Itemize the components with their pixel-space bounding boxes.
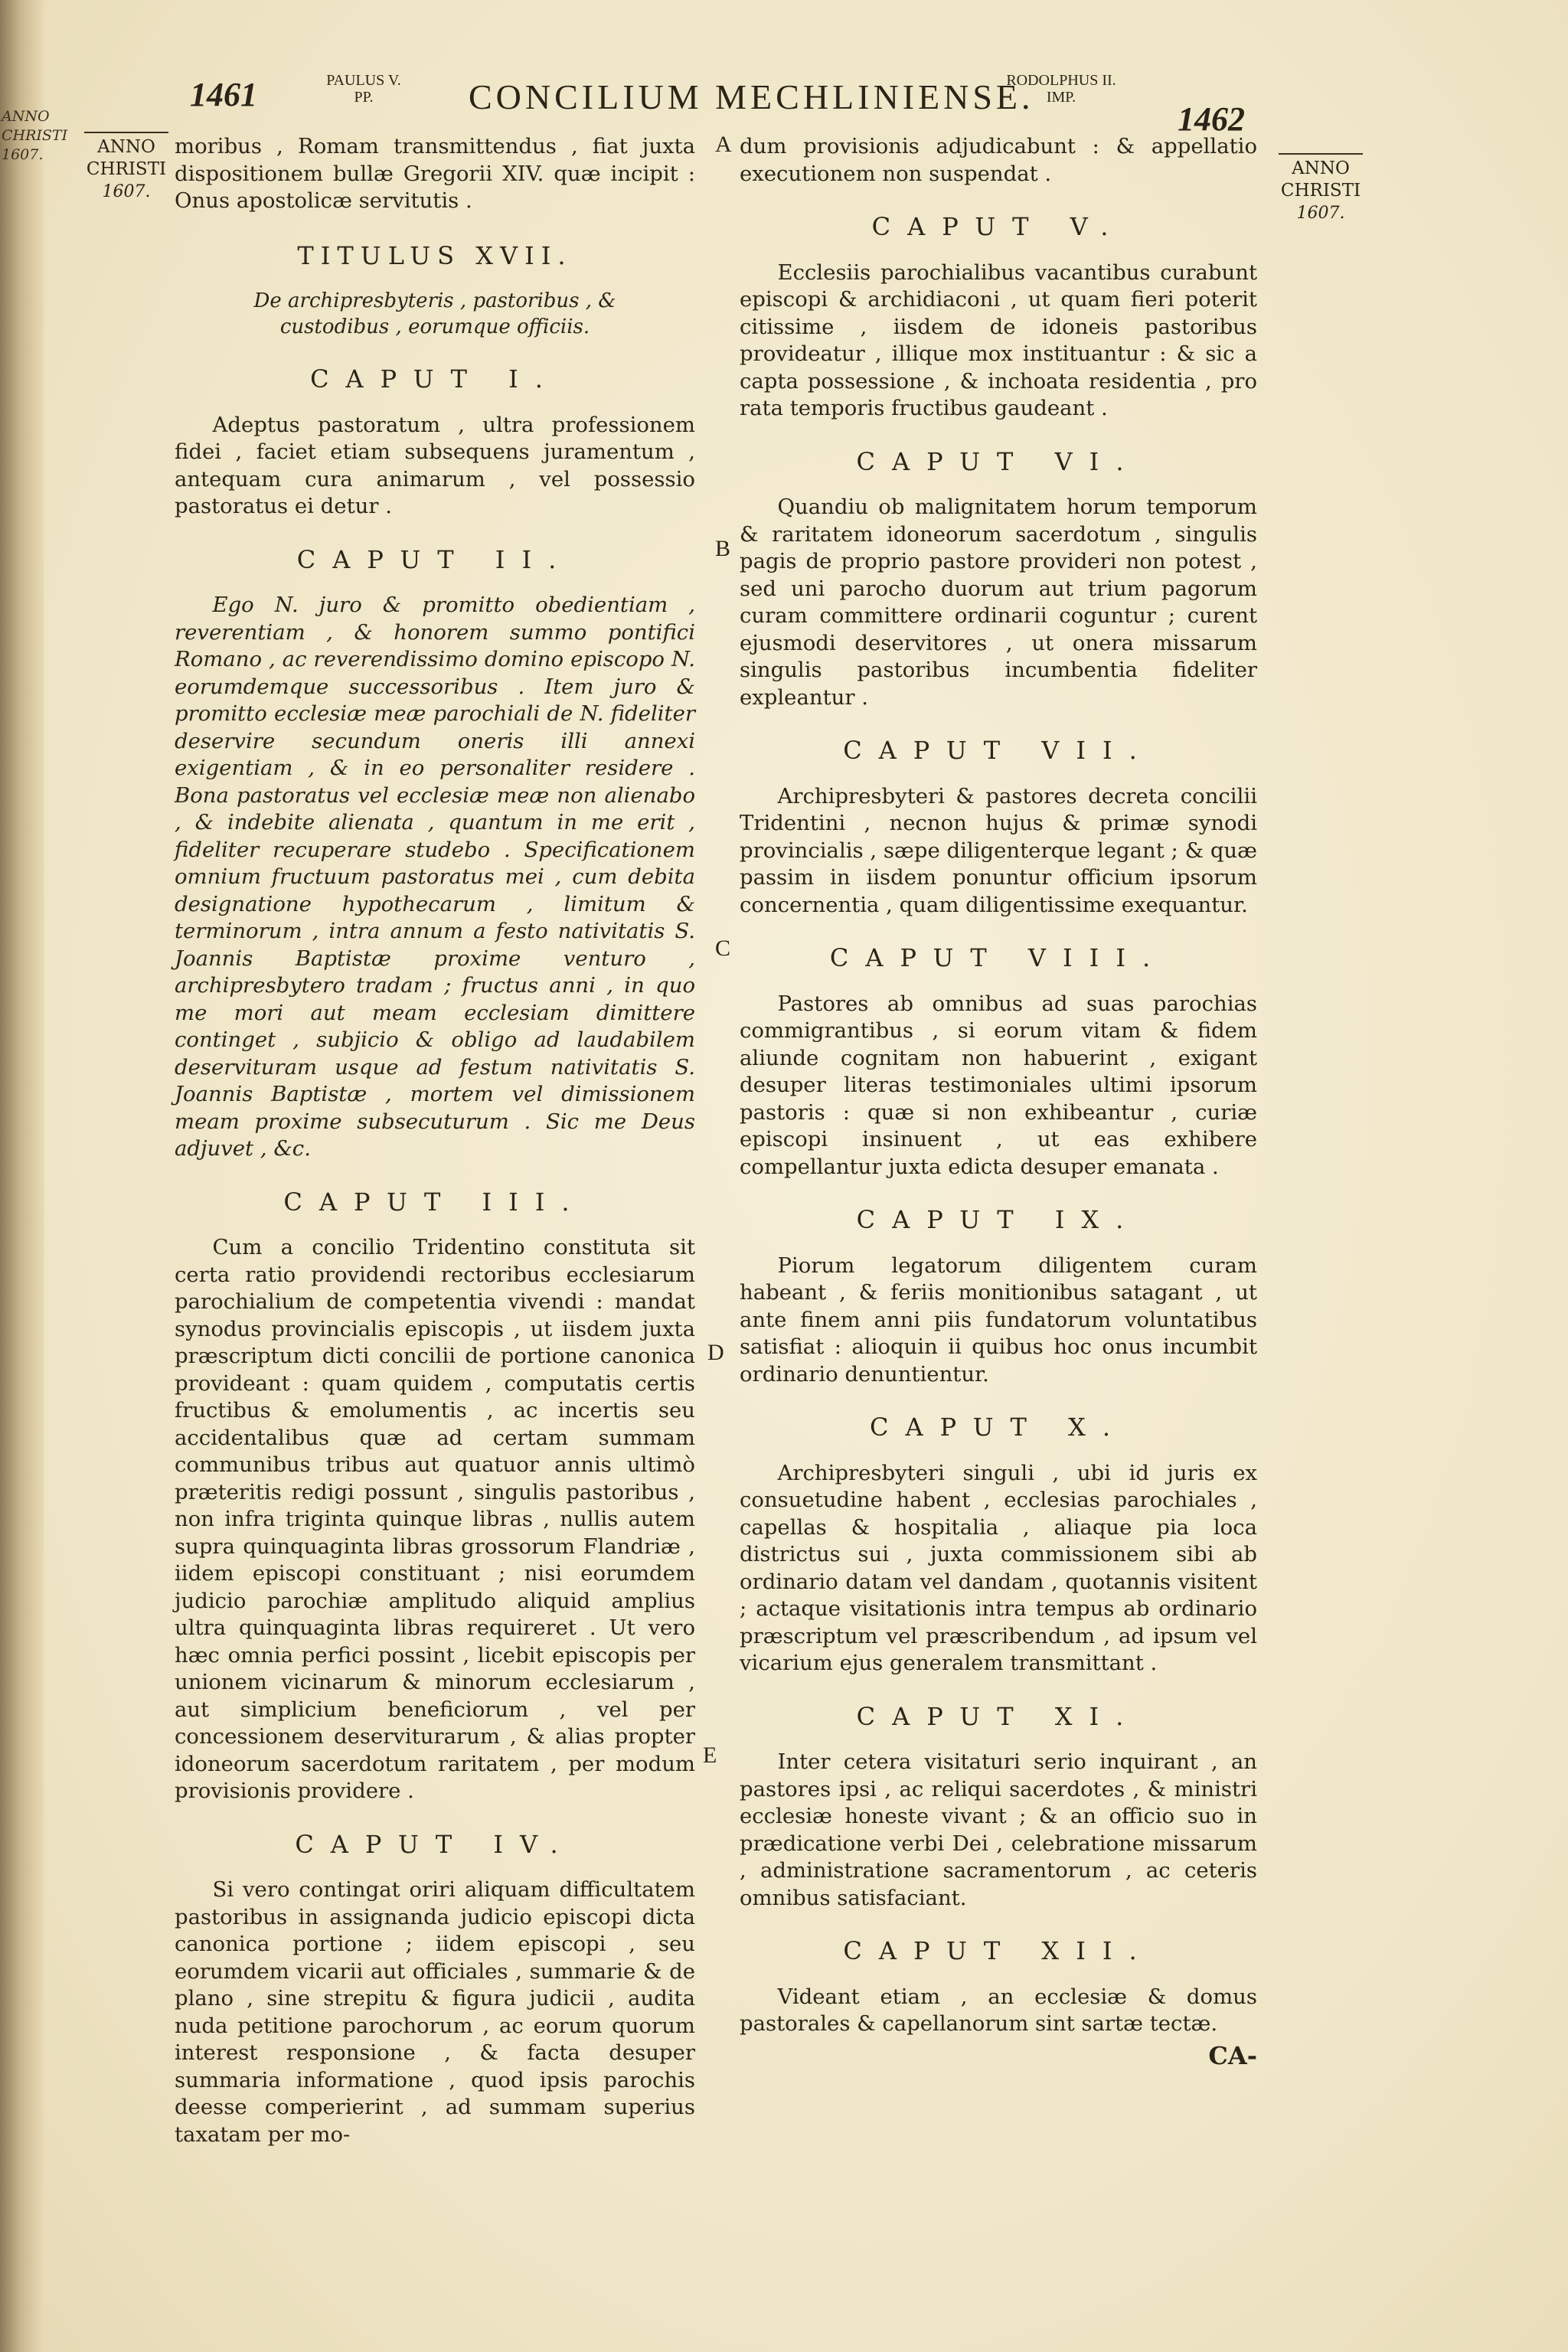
pope-name: PAULUS V.: [326, 72, 401, 89]
caput-5-text: Ecclesiis parochialibus vacantibus curabunt episcopi & archidiaconi , ut quam fieri poterit citissime , iisdem de idoneis pastoribus provideatur , illique mox instituantur : & sic a capta possessione , & inchoata residentia , pro rata temporis fructibus gaudeant .: [740, 260, 1257, 420]
right-column: [740, 133, 1257, 2069]
margin-rule: [84, 132, 168, 133]
caput-7-heading: CAPUT VII.: [843, 736, 1154, 765]
left-margin-year: 1607.: [102, 182, 151, 201]
emperor-name: RODOLPHUS II.: [1006, 72, 1116, 89]
section-letter-e: E: [703, 1743, 717, 1768]
emperor-label: [992, 72, 1130, 106]
pope-label: [314, 72, 413, 106]
left-column: [175, 133, 695, 2148]
left-margin-note: [84, 132, 168, 203]
right-margin-christi: CHRISTI: [1280, 181, 1361, 201]
caput-2-text: Ego N. juro & promitto obedientiam , reverentiam , & honorem summo pontifici Romano , ac reverendissimo domino episcopo N. eorumdemque successoribus . Item juro & promitto ecclesiæ meæ parochiali de N. fideliter deservire secundum oneris illi annexi exigentiam , & in eo personaliter residere . Bona pastoratus vel ecclesiæ meæ non alienabo , & indebite alienata , quantum in me erit , fideliter recuperare studebo . Specificationem omnium fructuum pastoratus mei , cum debita designatione hypothecarum , limitum & terminorum , intra annum a festo nativitatis S. Joannis Baptistæ proxime venturo , archipresbytero tradam ; fructus anni , in quo me mori aut meam ecclesiam dimittere continget , subjicio & obligo ad laudabilem deservituram usque ad festum nativitatis S. Joannis Baptistæ , mortem vel dimissionem meam proxime subsecuturum . Sic me Deus adjuvet , &c.: [175, 593, 695, 1161]
caput-6-heading: CAPUT VI.: [856, 446, 1141, 476]
caput-10-text: Archipresbyteri singuli , ubi id juris ex consuetudine habent , ecclesias parochiales , capellas & hospitalia , aliaque pia loca districtus sui , juxta commissionem sibi ab ordinario datam vel dandam , quotannis visitent ; actaque visitationis intra tempus ab ordinario præscriptum vel præscribendum , ad ipsum vel vicarium ejus generalem transmittant .: [740, 1460, 1257, 1675]
spine-note-year: 1607.: [2, 146, 44, 163]
caput-9-text: Piorum legatorum diligentem curam habeant , & feriis monitionibus satagant , ut ante finem anni piis fundatorum voluntatibus satisfiat : alioquin ii quibus hoc onus incumbit ordinario denuntientur.: [740, 1253, 1257, 1387]
caput-10-heading: CAPUT X.: [870, 1413, 1127, 1442]
left-intro-text: moribus , Romam transmittendus , fiat juxta dispositionem bullæ Gregorii XIV. quæ incipit : Onus apostolicæ servitutis .: [175, 134, 695, 213]
spine-margin-note: [2, 107, 68, 165]
caput-11-heading: CAPUT XI.: [856, 1701, 1141, 1731]
catchword: CA-: [1208, 2040, 1257, 2070]
caput-9-heading: CAPUT IX.: [856, 1205, 1141, 1234]
caput-1-text: Adeptus pastoratum , ultra professionem fidei , faciet etiam subsequens juramentum , antequam cura animarum , vel possessio pastoratus ei detur .: [175, 412, 695, 518]
caput-5-heading: CAPUT V.: [871, 212, 1125, 241]
caput-12-text: Videant etiam , an ecclesiæ & domus pastorales & capellanorum sint sartæ tectæ.: [740, 1984, 1257, 2036]
right-intro-text: dum provisionis adjudicabunt : & appellatio executionem non suspendat .: [740, 134, 1257, 186]
emperor-suffix: IMP.: [1046, 89, 1076, 106]
caput-4-heading: CAPUT IV.: [295, 1829, 575, 1859]
caput-1-heading: CAPUT I.: [310, 364, 560, 394]
left-page-number: 1461: [190, 76, 257, 113]
spine-note-line2: CHRISTI: [2, 127, 68, 144]
caput-2-heading: CAPUT II.: [296, 544, 573, 574]
right-page-number: 1462: [1178, 100, 1245, 138]
running-title: CONCILIUM MECHLINIENSE.: [469, 77, 1034, 116]
right-margin-note: [1279, 153, 1363, 224]
titulus-subtitle: De archipresbyteris , pastoribus , & custodibus , eorumque officiis.: [253, 289, 616, 338]
right-margin-year: 1607.: [1296, 204, 1345, 223]
caput-12-heading: CAPUT XII.: [843, 1936, 1154, 1965]
section-letter-d: D: [707, 1340, 724, 1365]
caput-4-text: Si vero contingat oriri aliquam difficultatem pastoribus in assignanda judicio episcopi dicta canonica portione ; iidem episcopi , seu eorumdem vicarii aut officiales , summarie & de plano , sine strepitu & figura judicii , audita nuda petitione parochorum , ac eorum quorum interest responsione , & facta desuper summaria informatione , quod ipsis parochis deesse comperierint , ad summam superius taxatam per mo-: [175, 1877, 695, 2147]
pope-suffix: PP.: [354, 89, 374, 106]
caput-3-heading: CAPUT III.: [283, 1187, 586, 1217]
spine-note-line1: ANNO: [2, 108, 50, 125]
caput-11-text: Inter cetera visitaturi serio inquirant , an pastores ipsi , ac reliqui sacerdotes , & ministri ecclesiæ honeste vivant ; & an officio suo in prædicatione verbi Dei , celebratione missarum , administratione sacramentorum , ac ceteris omnibus satisfaciant.: [740, 1749, 1257, 1910]
caput-6-text: Quandiu ob malignitatem horum temporum & raritatem idoneorum sacerdotum , singulis pagis de proprio pastore provideri non potest , sed uni parocho duorum aut trium pagorum curam committere ordinarii coguntur ; curent ejusmodi deservitores , ut onera missarum singulis pastoribus incumbentia fideliter expleantur .: [740, 495, 1257, 710]
caput-8-text: Pastores ab omnibus ad suas parochias commigrantibus , si eorum vitam & fidem aliunde cognitam non habuerint , exigant desuper literas testimoniales ultimi ipsorum pastoris : quæ si non exhibeantur , curiæ episcopi insinuent , ut eas exhibere compellantur juxta edicta desuper emanata .: [740, 991, 1257, 1179]
titulus-heading: TITULUS XVII.: [297, 240, 573, 270]
caput-3-text: Cum a concilio Tridentino constituta sit certa ratio providendi rectoribus ecclesiarum parochialium de competentia vivendi : mandat synodus provincialis episcopis , ut iisdem juxta præscriptum dicti concilii de portione canonica provideant : quam quidem , computatis certis fructibus & emolumentis , ac incertis seu accidentalibus quæ ad certam summam communibus tribus aut quatuor annis ultimò præteritis redigi possunt , singulis pastoribus , non infra triginta quinque libras , nullis autem supra quinquaginta libras grossorum Flandriæ , iidem episcopi constituant ; nisi eorumdem judicio parochiæ amplitudo aliquid amplius ultra quinquaginta libras requireret . Ut vero hæc omnia perfici possint , licebit episcopis per unionem vicinarum & minorum ecclesiarum , aut simplicium beneficiorum , vel per concessionem deserviturarum , & alias propter idoneorum sacerdotum raritatem , per modum provisionis providere .: [175, 1235, 695, 1803]
caput-8-heading: CAPUT VIII.: [829, 943, 1168, 972]
right-margin-anno: ANNO: [1292, 158, 1350, 178]
caput-7-text: Archipresbyteri & pastores decreta concilii Tridentini , necnon hujus & primæ synodi provincialis , sæpe diligenterque legant ; & quæ passim in iisdem ponuntur officium ipsorum concernentia , quam diligentissime exequantur.: [740, 783, 1257, 917]
facing-page-edge: [0, 0, 68, 2352]
section-letter-c: C: [715, 936, 731, 961]
margin-rule: [1279, 153, 1363, 155]
left-margin-anno: ANNO: [97, 137, 155, 157]
section-letter-b: B: [715, 536, 731, 561]
left-margin-christi: CHRISTI: [86, 159, 167, 179]
section-letter-a: A: [715, 132, 732, 157]
